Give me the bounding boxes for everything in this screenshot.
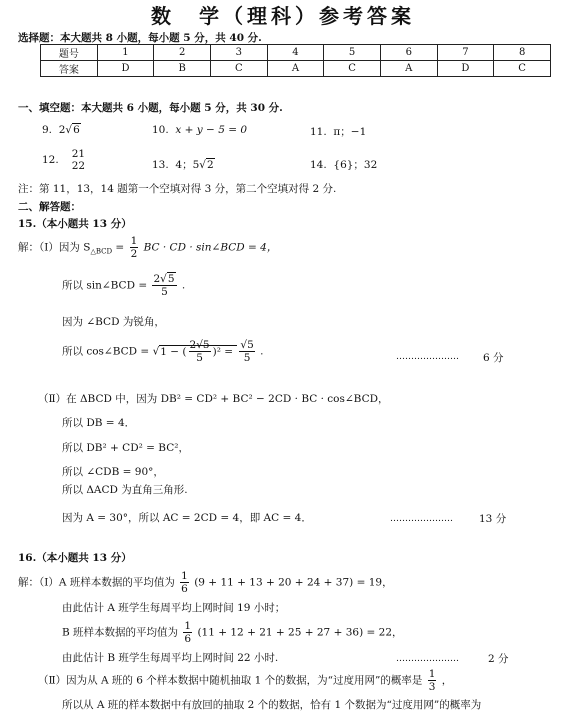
q16-line1: 解：（Ⅰ）A 班样本数据的平均值为 $\frac{1}{6}$ (9 + 11 + 13 + 20 + 24 + 37) = 19， bbox=[18, 570, 393, 596]
score-dots: ………………… bbox=[396, 352, 459, 362]
q16-line4: 由此估计 B 班学生每周平均上网时间 22 小时. bbox=[62, 652, 279, 664]
table-cell: 题号 bbox=[41, 45, 98, 61]
table-cell: A bbox=[267, 61, 324, 77]
score-dots: ………………… bbox=[396, 654, 459, 664]
q15-header: 15.（本小题共 13 分） bbox=[18, 218, 132, 230]
table-cell: C bbox=[324, 61, 381, 77]
table-cell: 8 bbox=[494, 45, 551, 61]
answer-q12: 12. 21 22 bbox=[42, 148, 86, 173]
table-cell: 6 bbox=[380, 45, 437, 61]
q15-line9: 所以 ΔACD 为直角三角形. bbox=[62, 484, 188, 496]
q15-line10: 因为 A = 30°，所以 AC = 2CD = 4，即 AC = 4． bbox=[62, 512, 312, 524]
table-cell: 2 bbox=[154, 45, 211, 61]
table-row-numbers bbox=[41, 45, 551, 61]
score-label: 13 分 bbox=[479, 513, 507, 525]
score-label: 2 分 bbox=[488, 653, 509, 665]
fill-note: 注：第 11，13，14 题第一个空填对得 3 分，第二个空填对得 2 分. bbox=[18, 183, 337, 195]
answer-q9: 9. 2√6 bbox=[42, 124, 80, 136]
q15-line8: 所以 ∠CDB = 90°， bbox=[62, 466, 164, 478]
q15-line6: 所以 DB = 4． bbox=[62, 417, 136, 429]
q15-line3: 因为 ∠BCD 为锐角， bbox=[62, 316, 165, 328]
choice-header: 选择题：本大题共 8 小题，每小题 5 分，共 40 分. bbox=[18, 32, 262, 44]
table-cell: D bbox=[437, 61, 494, 77]
page-title: 数 学（理科）参考答案 bbox=[151, 4, 415, 28]
table-cell: D bbox=[97, 61, 154, 77]
answer-q11: 11. π；−1 bbox=[310, 126, 367, 138]
answer-q10: 10. x + y − 5 = 0 bbox=[152, 124, 248, 136]
q15-line1: 解：（Ⅰ）因为 $S_{\triangle BCD}$ = $\frac{1}{2}$ BC · CD · sin∠BCD = 4， bbox=[18, 235, 278, 261]
q16-line3: B 班样本数据的平均值为 $\frac{1}{6}$ (11 + 12 + 21 + 25 + 27 + 36) = 22， bbox=[62, 620, 403, 646]
q16-line5: （Ⅱ）因为从 A 班的 6 个样本数据中随机抽取 1 个的数据，为“过度用网”的概率是 $\frac{1}{3}$ ， bbox=[38, 668, 453, 694]
q15-line7: 所以 DB² + CD² = BC²， bbox=[62, 442, 189, 454]
table-cell: 5 bbox=[324, 45, 381, 61]
score-dots: ………………… bbox=[390, 514, 453, 524]
q16-line6: 所以从 A 班的样本数据中有放回的抽取 2 个的数据，恰有 1 个数据为“过度用网”的概率为 bbox=[62, 699, 482, 711]
q16-line2: 由此估计 A 班学生每周平均上网时间 19 小时； bbox=[62, 602, 286, 614]
answer-q13: 13. 4；5√2 bbox=[152, 159, 214, 171]
table-cell: 答案 bbox=[41, 61, 98, 77]
table-row-answers bbox=[41, 61, 551, 77]
table-cell: C bbox=[210, 61, 267, 77]
table-cell: 7 bbox=[437, 45, 494, 61]
q15-line2: 所以 sin∠BCD = $\frac{2√5}{5}$ . bbox=[62, 273, 186, 299]
solve-header: 二、解答题： bbox=[18, 201, 81, 213]
fill-header: 一、填空题：本大题共 6 小题，每小题 5 分，共 30 分. bbox=[18, 102, 283, 114]
q16-header: 16.（本小题共 13 分） bbox=[18, 552, 132, 564]
table-cell: A bbox=[380, 61, 437, 77]
q15-line5: （Ⅱ）在 ΔBCD 中，因为 DB² = CD² + BC² − 2CD · BC · cos∠BCD， bbox=[38, 393, 389, 405]
answer-q14: 14. {6}；32 bbox=[310, 159, 378, 171]
table-cell: B bbox=[154, 61, 211, 77]
q15-line4: 所以 cos∠BCD = √1 − ( $\frac{2√5}{5}$ )² = $\frac{√5}{5}$ . bbox=[62, 339, 264, 365]
table-cell: 4 bbox=[267, 45, 324, 61]
table-cell: 3 bbox=[210, 45, 267, 61]
answer-table bbox=[40, 44, 551, 77]
table-cell: 1 bbox=[97, 45, 154, 61]
score-label: 6 分 bbox=[483, 352, 504, 364]
table-cell: C bbox=[494, 61, 551, 77]
